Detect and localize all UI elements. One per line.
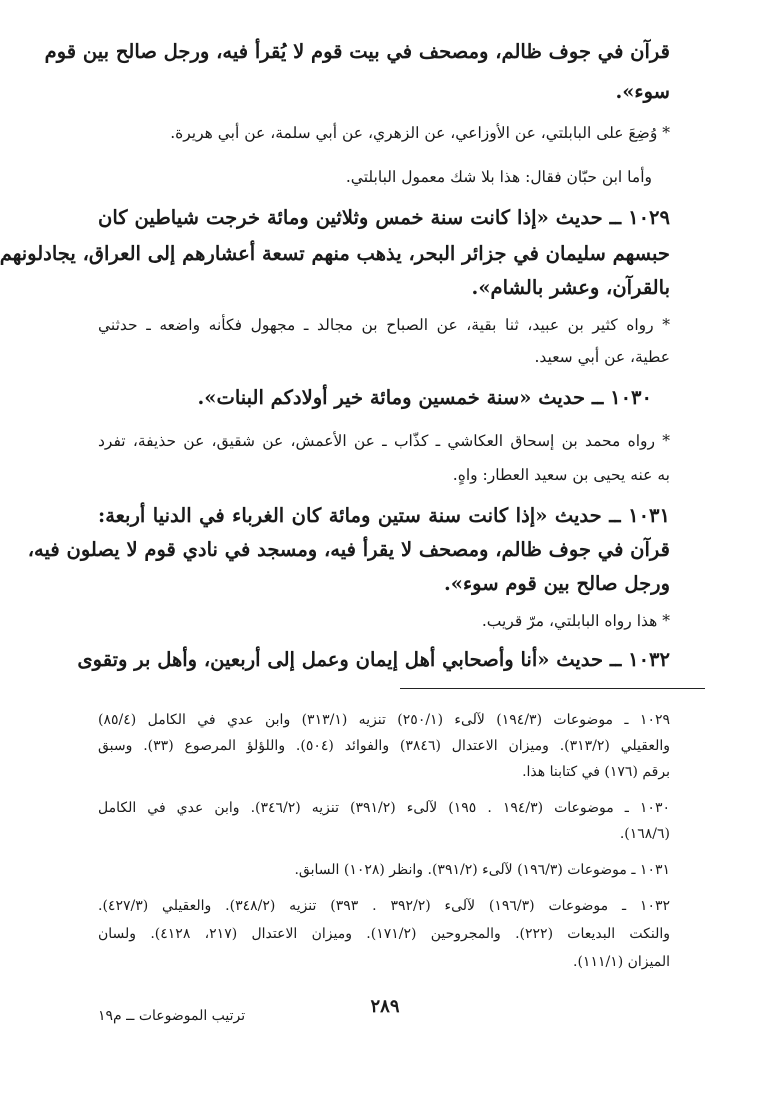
text-line: * وُضِعَ على البابلتي، عن الأوزاعي، عن الزهري، عن أبي سلمة، عن أبي هريرة. [170, 124, 670, 142]
text-line: عطية، عن أبي سعيد. [534, 348, 670, 366]
text-line: ١٠٣١ ــ حديث «إذا كانت سنة ستين ومائة كان الغرباء في الدنيا أربعة: [98, 504, 670, 527]
running-footer: ترتيب الموضوعات ــ م١٩ [98, 1008, 246, 1024]
text-line: ١٠٢٩ ــ حديث «إذا كانت سنة خمس وثلاثين ومائة خرجت شياطين كان [98, 206, 670, 229]
footnote-line: والنكت البديعات (٢٢٢). والمجروحين (١٧١/٢). وميزان الاعتدال (٢١٧، ٤١٢٨). ولسان [98, 926, 671, 942]
text-line: * رواه محمد بن إسحاق العكاشي ـ كذّاب ـ عن الأعمش، عن شقيق، عن حذيفة، تفرد [98, 432, 670, 450]
footnote-line: ١٠٣٢ ـ موضوعات (١٩٦/٣) لآلىء (٣٩٢/٢ . ٣٩٣) تنزيه (٣٤٨/٢). والعقيلي (٤٢٧/٣). [98, 898, 670, 914]
footnote-divider [400, 688, 705, 689]
text-line: وأما ابن حبّان فقال: هذا بلا شك معمول البابلتي. [345, 168, 652, 186]
text-line: قرآن في جوف ظالم، ومصحف في بيت قوم لا يُقرأ فيه، ورجل صالح بين قوم [44, 40, 670, 63]
footnote-line: ١٠٣٠ ـ موضوعات (١٩٤/٣ . ١٩٥) لآلىء (٣٩١/٢) تنزيه (٣٤٦/٢). وابن عدي في الكامل [98, 800, 670, 816]
footnote-line: الميزان (١١١/١). [573, 954, 670, 970]
footnote-line: برقم (١٧٦) في كتابنا هذا. [522, 764, 670, 780]
text-line: قرآن في جوف ظالم، ومصحف لا يقرأ فيه، ومسجد في نادي قوم لا يصلون فيه، [27, 538, 670, 561]
text-line: حبسهم سليمان في جزائر البحر، يذهب منهم تسعة أعشارهم إلى العراق، يجادلونهم [0, 242, 670, 265]
text-line: ورجل صالح بين قوم سوء». [443, 572, 670, 595]
text-line: سوء». [615, 80, 670, 103]
footnote-line: (١٦٨/٦). [619, 826, 670, 842]
page-number: ٢٨٩ [370, 996, 400, 1017]
footnote-line: ١٠٣١ ـ موضوعات (١٩٦/٣) لآلىء (٣٩١/٢). وانظر (١٠٢٨) السابق. [294, 862, 670, 878]
text-line: * هذا رواه البابلتي، مرّ قريب. [481, 612, 670, 630]
footnote-line: ١٠٢٩ ـ موضوعات (١٩٤/٣) لآلىء (٢٥٠/١) تنزيه (٣١٣/١) وابن عدي في الكامل (٨٥/٤) [98, 712, 670, 728]
text-line: ١٠٣٠ ــ حديث «سنة خمسين ومائة خير أولادكم البنات». [197, 386, 652, 409]
text-line: ١٠٣٢ ــ حديث «أنا وأصحابي أهل إيمان وعمل إلى أربعين، وأهل بر وتقوى [77, 648, 670, 671]
text-line: بالقرآن، وعشر بالشام». [471, 276, 670, 299]
text-line: * رواه كثير بن عبيد، ثنا بقية، عن الصباح بن مجالد ـ مجهول فكأنه واضعه ـ حدثني [98, 316, 670, 334]
text-line: به عنه يحيى بن سعيد العطار: واهٍ. [452, 466, 670, 484]
footnote-line: والعقيلي (٣١٣/٢). وميزان الاعتدال (٣٨٤٦) والفوائد (٥٠٤). واللؤلؤ المرصوع (٣٣). وسبق [98, 738, 671, 754]
